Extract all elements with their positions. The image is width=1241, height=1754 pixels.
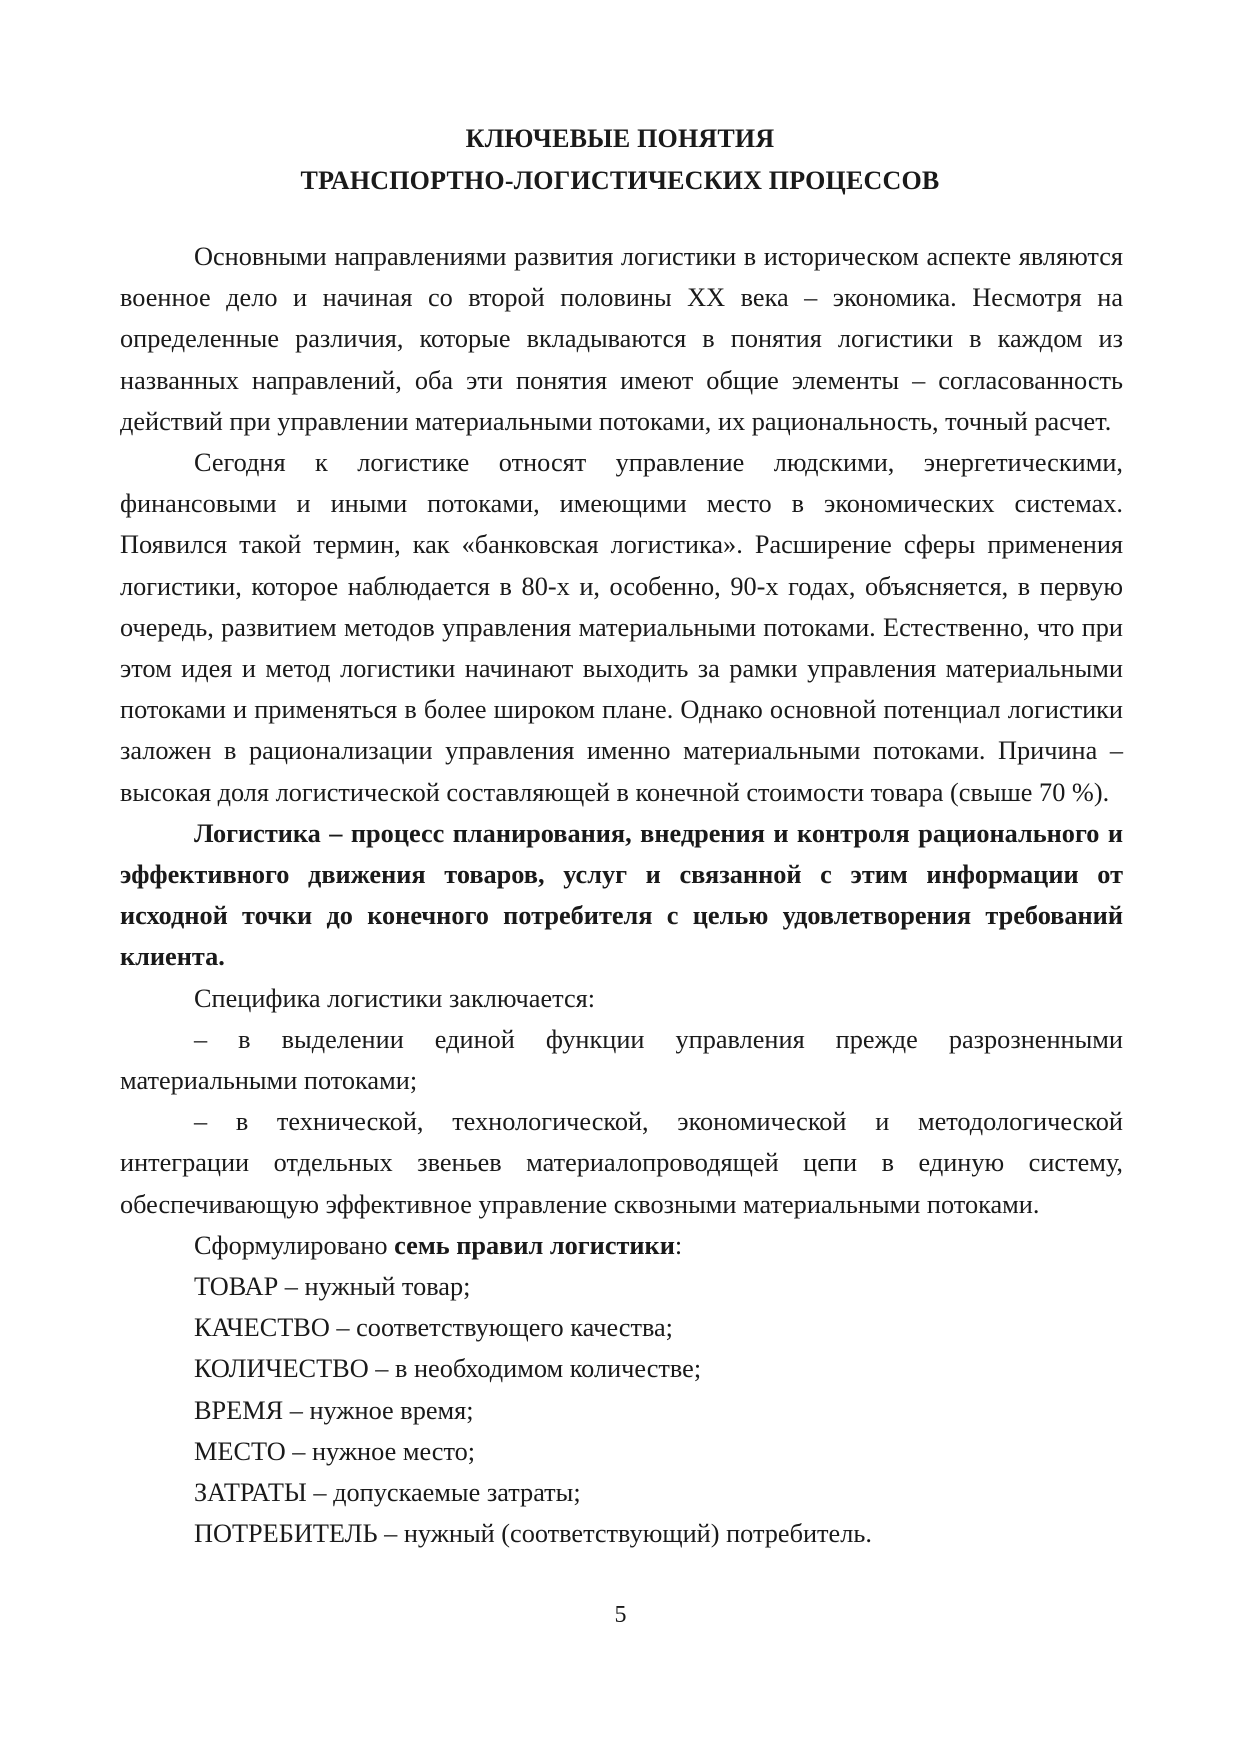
rule-item: КОЛИЧЕСТВО – в необходимом количестве; [194,1354,702,1384]
rules-intro-bold: семь правил логистики [394,1230,675,1260]
specifics-item: – в выделении единой функции управления прежде разрозненными материальными потоками; [120,1024,1123,1096]
rules-intro-prefix: Сформулировано [194,1230,395,1260]
rule-item: КАЧЕСТВО – соответствующего качества; [194,1313,673,1343]
rule-item: ПОТРЕБИТЕЛЬ – нужный (соответствующий) потребитель. [194,1519,872,1549]
specifics-item: – в технической, технологической, экономической и методологической интеграции отдельных звеньев материалопроводящей цепи в единую систему, обеспечивающую эффективное управление сквозными материальными потоками. [120,1107,1123,1219]
logistics-definition: Логистика – процесс планирования, внедрения и контроля рационального и эффективного движения товаров, услуг и связанной с этим информации от исходной точки до конечного потребителя с целью удовлетворения требований клиента. [120,818,1123,972]
rules-intro-suffix: : [674,1230,683,1260]
rules-intro [120,1225,1123,1266]
rule-item: МЕСТО – нужное место; [194,1436,476,1466]
rule-item: ЗАТРАТЫ – допускаемые затраты; [194,1478,581,1508]
rule-item: ВРЕМЯ – нужное время; [194,1395,474,1425]
specifics-intro: Специфика логистики заключается: [194,983,596,1013]
rule-item: ТОВАР – нужный товар; [194,1272,471,1302]
title-line-1: КЛЮЧЕВЫЕ ПОНЯТИЯ [465,124,775,153]
page-title [120,118,1120,202]
paragraph-modern-logistics: Сегодня к логистике относят управление людскими, энергетическими, финансовыми и иными потоками, имеющими место в экономических системах. Появился такой термин, как «банковская логистика». Расширение сферы применения логистики, которое наблюдается в 80-х и, особенно, 90-х годах, объясняется, в первую очередь, развитием методов управления материальными потоками. Естественно, что при этом идея и метод логистики начинают выходить за рамки управления материальными потоками и применяться в более широком плане. Однако основной потенциал логистики заложен в рационализации управления именно материальными потоками. Причина – высокая доля логистической составляющей в конечной стоимости товара (свыше 70 %). [120,448,1123,807]
title-line-2: ТРАНСПОРТНО-ЛОГИСТИЧЕСКИХ ПРОЦЕССОВ [300,166,940,195]
paragraph-history: Основными направлениями развития логистики в историческом аспекте являются военное дело и начиная со второй половины XX века – экономика. Несмотря на определенные различия, которые вкладываются в понятия логистики в каждом из названных направлений, оба эти понятия имеют общие элементы – согласованность действий при управлении материальными потоками, их рациональность, точный расчет. [120,242,1123,436]
body-text [120,236,1123,1555]
page-number: 5 [614,1602,627,1628]
